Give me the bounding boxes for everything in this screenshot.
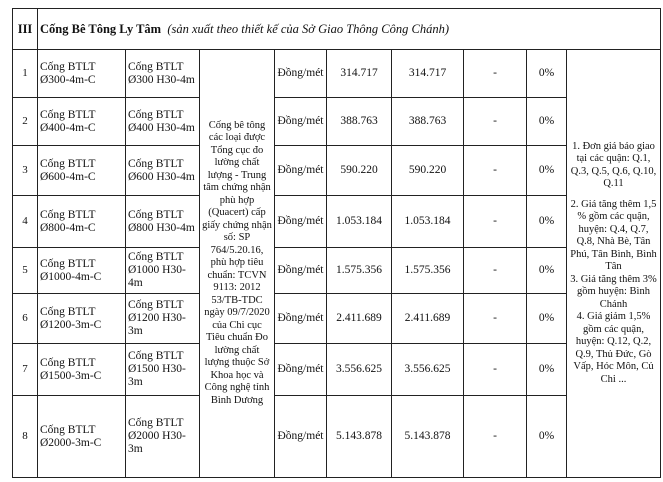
note-2: 2. Giá tăng thêm 1,5 % gồm các quận, huyện: Q.4, Q.7, Q.8, Nhà Bè, Tân Phú, Tân Bình, Bình Tân bbox=[570, 198, 657, 273]
unit: Đồng/mét bbox=[275, 196, 327, 248]
product-name: Cống BTLT Ø600-4m-C bbox=[38, 146, 126, 196]
product-code: Cống BTLT Ø1500 H30-3m bbox=[126, 344, 200, 396]
row-number: 6 bbox=[13, 294, 38, 344]
price-old: 3.556.625 bbox=[327, 344, 392, 396]
product-name: Cống BTLT Ø800-4m-C bbox=[38, 196, 126, 248]
section-number: III bbox=[13, 9, 38, 50]
table-row bbox=[13, 396, 661, 478]
price-diff: - bbox=[464, 146, 527, 196]
product-name: Cống BTLT Ø300-4m-C bbox=[38, 50, 126, 98]
price-new: 388.763 bbox=[392, 98, 464, 146]
unit: Đồng/mét bbox=[275, 146, 327, 196]
price-diff: - bbox=[464, 248, 527, 294]
product-name: Cống BTLT Ø1000-4m-C bbox=[38, 248, 126, 294]
unit: Đồng/mét bbox=[275, 396, 327, 478]
price-old: 314.717 bbox=[327, 50, 392, 98]
unit: Đồng/mét bbox=[275, 50, 327, 98]
table-row bbox=[13, 196, 661, 248]
table-row bbox=[13, 248, 661, 294]
pricing-notes bbox=[567, 50, 661, 478]
price-table bbox=[12, 8, 661, 478]
note-4: 4. Giá giảm 1,5% gồm các quận, huyện: Q.12, Q.2, Q.9, Thủ Đức, Gò Vấp, Hóc Môn, Củ Chi ... bbox=[573, 311, 654, 385]
price-change-pct: 0% bbox=[527, 344, 567, 396]
table-row bbox=[13, 98, 661, 146]
row-number: 7 bbox=[13, 344, 38, 396]
price-diff: - bbox=[464, 196, 527, 248]
price-old: 1.575.356 bbox=[327, 248, 392, 294]
row-number: 8 bbox=[13, 396, 38, 478]
unit: Đồng/mét bbox=[275, 98, 327, 146]
product-code: Cống BTLT Ø600 H30-4m bbox=[126, 146, 200, 196]
certification-spec: Cống bê tông các loại được Tổng cục đo lường chất lượng - Trung tâm chứng nhận phù hợp (Quacert) cấp giấy chứng nhận số: SP 764/5.20.16, phù hợp tiêu chuẩn: TCVN 9113: 2012 53/TB-TDC ngày 09/7/2020 của Chi cục Tiêu chuẩn Đo lường chất lượng thuộc Sở Khoa học và Công nghệ tỉnh Bình Dương bbox=[200, 50, 275, 478]
note-1: 1. Đơn giá báo giao tại các quận: Q.1, Q.3, Q.5, Q.6, Q.10, Q.11 bbox=[570, 140, 657, 190]
row-number: 2 bbox=[13, 98, 38, 146]
row-number: 1 bbox=[13, 50, 38, 98]
table-row bbox=[13, 146, 661, 196]
table-row bbox=[13, 50, 661, 98]
unit: Đồng/mét bbox=[275, 294, 327, 344]
price-new: 2.411.689 bbox=[392, 294, 464, 344]
product-code: Cống BTLT Ø300 H30-4m bbox=[126, 50, 200, 98]
price-change-pct: 0% bbox=[527, 294, 567, 344]
section-header-row bbox=[13, 9, 661, 50]
price-change-pct: 0% bbox=[527, 396, 567, 478]
row-number: 3 bbox=[13, 146, 38, 196]
table-row bbox=[13, 344, 661, 396]
price-diff: - bbox=[464, 344, 527, 396]
product-code: Cống BTLT Ø2000 H30-3m bbox=[126, 396, 200, 478]
product-code: Cống BTLT Ø1000 H30-4m bbox=[126, 248, 200, 294]
price-old: 2.411.689 bbox=[327, 294, 392, 344]
price-new: 590.220 bbox=[392, 146, 464, 196]
price-diff: - bbox=[464, 396, 527, 478]
price-old: 388.763 bbox=[327, 98, 392, 146]
price-new: 1.053.184 bbox=[392, 196, 464, 248]
price-old: 1.053.184 bbox=[327, 196, 392, 248]
section-title bbox=[38, 9, 661, 50]
price-change-pct: 0% bbox=[527, 50, 567, 98]
product-name: Cống BTLT Ø400-4m-C bbox=[38, 98, 126, 146]
price-change-pct: 0% bbox=[527, 196, 567, 248]
price-new: 5.143.878 bbox=[392, 396, 464, 478]
price-diff: - bbox=[464, 98, 527, 146]
note-3: 3. Giá tăng thêm 3% gồm huyện: Bình Chánh bbox=[570, 273, 657, 310]
section-title-italic: (sản xuất theo thiết kế của Sở Giao Thông Công Chánh) bbox=[167, 21, 449, 36]
price-new: 3.556.625 bbox=[392, 344, 464, 396]
product-code: Cống BTLT Ø400 H30-4m bbox=[126, 98, 200, 146]
unit: Đồng/mét bbox=[275, 248, 327, 294]
price-change-pct: 0% bbox=[527, 248, 567, 294]
price-diff: - bbox=[464, 294, 527, 344]
price-new: 1.575.356 bbox=[392, 248, 464, 294]
product-name: Cống BTLT Ø1200-3m-C bbox=[38, 294, 126, 344]
table-row bbox=[13, 294, 661, 344]
price-change-pct: 0% bbox=[527, 98, 567, 146]
price-diff: - bbox=[464, 50, 527, 98]
price-change-pct: 0% bbox=[527, 146, 567, 196]
row-number: 5 bbox=[13, 248, 38, 294]
price-new: 314.717 bbox=[392, 50, 464, 98]
product-code: Cống BTLT Ø1200 H30-3m bbox=[126, 294, 200, 344]
section-title-bold: Cống Bê Tông Ly Tâm bbox=[40, 21, 162, 36]
price-old: 5.143.878 bbox=[327, 396, 392, 478]
price-old: 590.220 bbox=[327, 146, 392, 196]
unit: Đồng/mét bbox=[275, 344, 327, 396]
row-number: 4 bbox=[13, 196, 38, 248]
product-name: Cống BTLT Ø1500-3m-C bbox=[38, 344, 126, 396]
product-name: Cống BTLT Ø2000-3m-C bbox=[38, 396, 126, 478]
product-code: Cống BTLT Ø800 H30-4m bbox=[126, 196, 200, 248]
